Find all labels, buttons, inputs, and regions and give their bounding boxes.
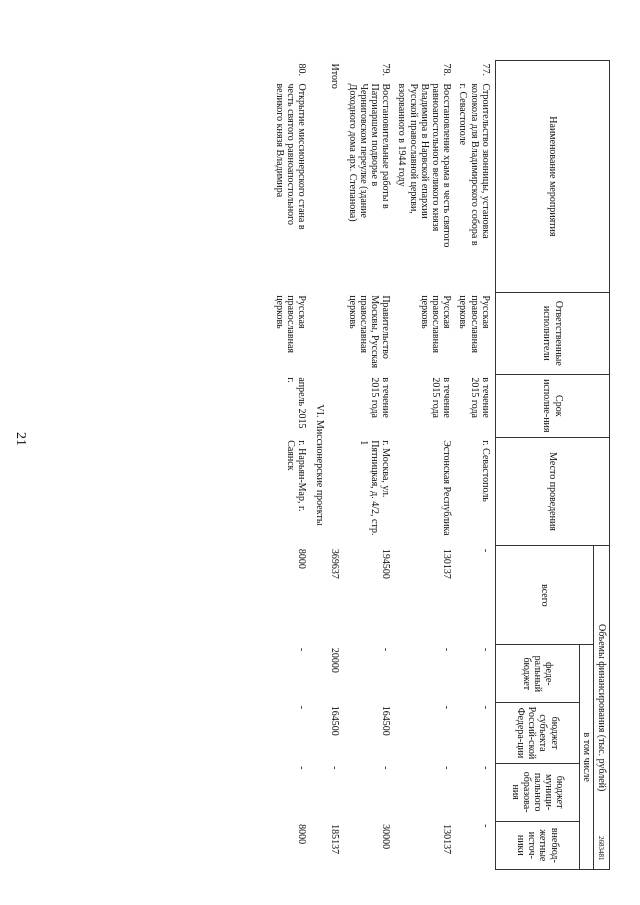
row-federal: - (441, 647, 453, 652)
row-municipal: - (296, 766, 308, 770)
section-heading: VI. Миссионерские проекты (314, 404, 326, 526)
row-place: Эстонская Республика (441, 440, 453, 536)
row-term: в течение 2015 года (369, 377, 392, 418)
total-subject: 164500 (328, 705, 340, 736)
row-place: г. Москва, ул. Пятницкая, д. 4/2, стр. 1 (357, 440, 392, 536)
row-subject: - (441, 705, 453, 710)
total-label: Итого (328, 63, 340, 89)
header-name: Наименование мероприятия (495, 61, 609, 293)
row-total: 130137 (441, 548, 453, 579)
row-subject: - (479, 705, 491, 710)
table-row (456, 61, 492, 870)
row-number: 77. (479, 63, 491, 76)
row-extra: 130137 (441, 824, 453, 855)
row-total: 194500 (380, 548, 392, 579)
table-row (395, 61, 453, 870)
row-executor: Правительство Москвы, Русская православная церковь (346, 295, 392, 369)
row-name: Восстановительные работы в Патриаршем подворье в Черниговском переулке (здание Доходного дома арх. Степанова) (346, 83, 392, 222)
row-executor: Русская православная церковь (273, 295, 308, 353)
row-number: 79. (380, 63, 392, 76)
row-federal: - (479, 647, 491, 652)
row-term: в течение 2015 года (430, 377, 453, 418)
header-funding: Объемы финансирования (тыс. рублей) (594, 546, 610, 870)
total-row (327, 61, 345, 870)
row-place: г. Севастополь (479, 440, 491, 502)
measures-table (273, 60, 610, 870)
row-federal: - (380, 647, 392, 652)
row-municipal: - (380, 766, 392, 770)
row-total: 8000 (296, 548, 308, 569)
row-name: Строительство звонницы, установка колокола для Владимирского собора в г. Севастополе (457, 83, 491, 246)
row-term: в течение 2015 года (468, 377, 491, 418)
row-place: г. Нарьян-Мар, г. Саянск (285, 440, 308, 512)
header-municipal: бюджет муници-пального образова-ния (495, 763, 579, 821)
row-subject: - (296, 705, 308, 710)
header-federal: феде-ральный бюджет (495, 645, 579, 703)
row-name: Открытие миссионерского стана в честь святого равноапостольного великого князя Владимира (273, 83, 308, 230)
header-total: всего (495, 546, 593, 645)
total-extra: 185137 (328, 824, 340, 855)
row-term: апрель 2015 г. (285, 377, 308, 429)
row-executor: Русская православная церковь (457, 295, 491, 353)
header-term: Срок исполне-ния (495, 374, 609, 437)
row-extra: - (479, 824, 491, 828)
row-extra: 8000 (296, 824, 308, 845)
header-extra: внебюд-жетные источ-ники (495, 821, 579, 869)
document-stamp: 2683481 (597, 836, 605, 861)
row-number: 80. (296, 63, 308, 76)
row-executor: Русская православная церковь (418, 295, 453, 353)
total-total: 369637 (328, 548, 340, 579)
header-place: Место проведения (495, 437, 609, 546)
total-federal: 20000 (328, 647, 340, 673)
header-including: в том числе (579, 645, 593, 870)
row-subject: 164500 (380, 705, 392, 736)
total-municipal: - (328, 766, 340, 770)
rotated-page (70, 60, 610, 870)
page-number: 21 (13, 432, 28, 446)
row-name: Восстановление храма в честь святого равноапостольного великого князя Владимира в Нарвской епархии Русской православной церкви, взорванного в 1944 году (396, 83, 453, 248)
header-executor: Ответственные исполнители (495, 292, 609, 374)
row-number: 78. (441, 63, 453, 76)
row-municipal: - (479, 766, 491, 770)
row-total: - (479, 548, 491, 553)
section-row (308, 61, 327, 870)
row-extra: 30000 (380, 824, 392, 850)
row-federal: - (296, 647, 308, 652)
table-row (273, 61, 309, 870)
table-row (346, 61, 393, 870)
row-municipal: - (441, 766, 453, 770)
header-subject: бюджет субъекта Россий-ской Федера-ции (495, 703, 579, 763)
